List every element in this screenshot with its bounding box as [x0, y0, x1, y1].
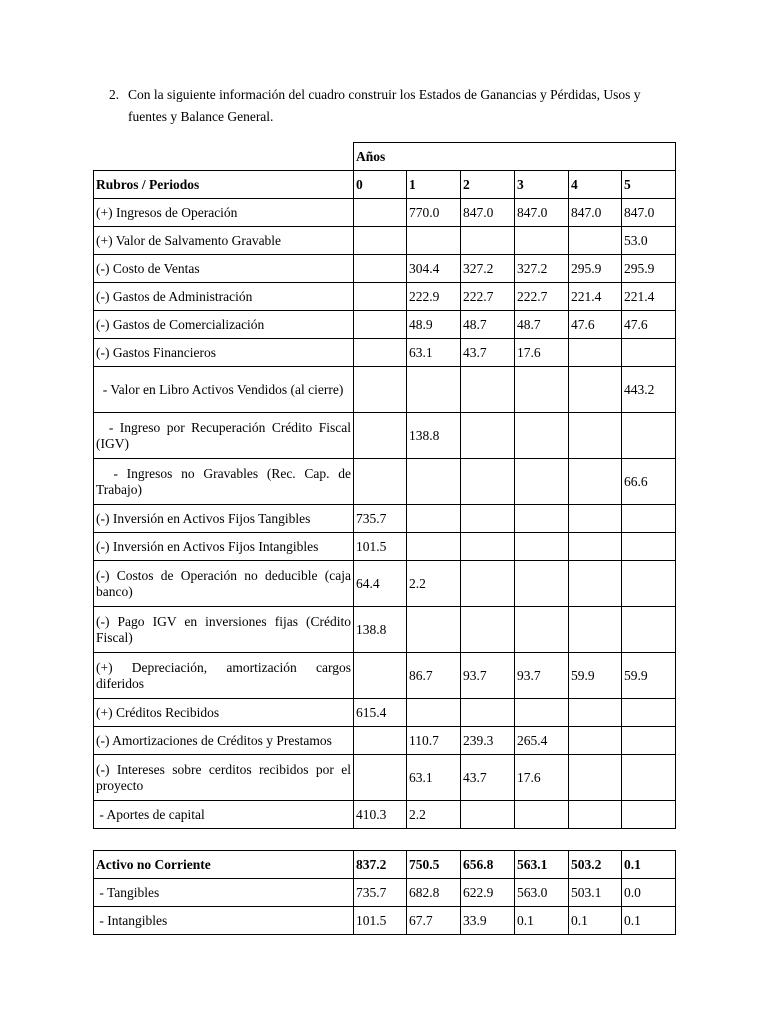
value-cell: 222.7: [515, 283, 569, 311]
value-cell: [407, 459, 461, 505]
value-cell: [569, 459, 622, 505]
period-header-0: 0: [354, 171, 407, 199]
value-cell: [569, 533, 622, 561]
value-cell: 221.4: [622, 283, 676, 311]
value-cell: [407, 533, 461, 561]
value-cell: [461, 413, 515, 459]
value-cell: [622, 801, 676, 829]
value-cell: 138.8: [407, 413, 461, 459]
value-cell: [354, 459, 407, 505]
table-row: [94, 699, 676, 727]
period-header-1: 1: [407, 171, 461, 199]
value-cell: [407, 367, 461, 413]
row-label: (-) Costos de Operación no deducible (caja banco): [94, 561, 354, 607]
row-label: (-) Amortizaciones de Créditos y Prestamos: [94, 727, 354, 755]
row-label: (+) Valor de Salvamento Gravable: [94, 227, 354, 255]
value-cell: 93.7: [461, 653, 515, 699]
value-cell: 222.9: [407, 283, 461, 311]
value-cell: [354, 755, 407, 801]
value-cell: 101.5: [354, 533, 407, 561]
value-cell: [461, 533, 515, 561]
table-row: [94, 801, 676, 829]
value-cell: 93.7: [515, 653, 569, 699]
row-label: (-) Pago IGV en inversiones fijas (Crédito Fiscal): [94, 607, 354, 653]
assets-total-cell: 750.5: [407, 851, 461, 879]
value-cell: [515, 561, 569, 607]
value-cell: [354, 255, 407, 283]
value-cell: [461, 505, 515, 533]
value-cell: [515, 459, 569, 505]
value-cell: 63.1: [407, 339, 461, 367]
table-row: [94, 607, 676, 653]
row-label: - Tangibles: [94, 879, 354, 907]
value-cell: 48.9: [407, 311, 461, 339]
value-cell: 59.9: [622, 653, 676, 699]
row-label: - Ingresos no Gravables (Rec. Cap. de Trabajo): [94, 459, 354, 505]
row-label: - Ingreso por Recuperación Crédito Fiscal (IGV): [94, 413, 354, 459]
value-cell: [569, 227, 622, 255]
value-cell: 43.7: [461, 755, 515, 801]
value-cell: 410.3: [354, 801, 407, 829]
row-label: - Aportes de capital: [94, 801, 354, 829]
table-row: [94, 459, 676, 505]
assets-total-cell: 837.2: [354, 851, 407, 879]
value-cell: [622, 607, 676, 653]
row-label: - Intangibles: [94, 907, 354, 935]
value-cell: [569, 561, 622, 607]
row-label: (-) Intereses sobre cerditos recibidos por el proyecto: [94, 755, 354, 801]
value-cell: [515, 699, 569, 727]
value-cell: [461, 459, 515, 505]
exercise-number: 2.: [109, 87, 120, 102]
table-row: [94, 879, 676, 907]
empty-corner-cell: [94, 143, 354, 171]
value-cell: [515, 801, 569, 829]
value-cell: 47.6: [622, 311, 676, 339]
value-cell: 847.0: [622, 199, 676, 227]
table-row: [94, 227, 676, 255]
rubros-header: Rubros / Periodos: [94, 171, 354, 199]
value-cell: 443.2: [622, 367, 676, 413]
value-cell: [515, 413, 569, 459]
value-cell: 295.9: [569, 255, 622, 283]
value-cell: [622, 505, 676, 533]
value-cell: [354, 283, 407, 311]
row-label: (-) Gastos de Administración: [94, 283, 354, 311]
value-cell: [622, 727, 676, 755]
value-cell: [407, 607, 461, 653]
table-row: [94, 339, 676, 367]
table-row: [94, 533, 676, 561]
value-cell: [461, 227, 515, 255]
row-label: (-) Gastos Financieros: [94, 339, 354, 367]
value-cell: 222.7: [461, 283, 515, 311]
value-cell: 0.0: [622, 879, 676, 907]
value-cell: 327.2: [461, 255, 515, 283]
value-cell: 48.7: [515, 311, 569, 339]
value-cell: 0.1: [569, 907, 622, 935]
value-cell: [461, 801, 515, 829]
value-cell: [354, 413, 407, 459]
value-cell: 66.6: [622, 459, 676, 505]
value-cell: 295.9: [622, 255, 676, 283]
value-cell: 847.0: [569, 199, 622, 227]
value-cell: 735.7: [354, 879, 407, 907]
value-cell: [569, 367, 622, 413]
row-label: - Valor en Libro Activos Vendidos (al cierre): [94, 367, 354, 413]
value-cell: 47.6: [569, 311, 622, 339]
value-cell: [354, 367, 407, 413]
period-header-4: 4: [569, 171, 622, 199]
value-cell: [569, 727, 622, 755]
row-label: (-) Inversión en Activos Fijos Tangibles: [94, 505, 354, 533]
table-row: [94, 755, 676, 801]
assets-total-cell: 0.1: [622, 851, 676, 879]
value-cell: 17.6: [515, 755, 569, 801]
period-header-2: 2: [461, 171, 515, 199]
table-row: [94, 907, 676, 935]
value-cell: [354, 339, 407, 367]
value-cell: [461, 607, 515, 653]
value-cell: [622, 561, 676, 607]
value-cell: 53.0: [622, 227, 676, 255]
exercise-statement: [109, 84, 679, 128]
value-cell: 265.4: [515, 727, 569, 755]
value-cell: 847.0: [515, 199, 569, 227]
value-cell: 48.7: [461, 311, 515, 339]
value-cell: 221.4: [569, 283, 622, 311]
table-row: [94, 199, 676, 227]
table-row: [94, 727, 676, 755]
assets-total-cell: 656.8: [461, 851, 515, 879]
row-label: (+) Ingresos de Operación: [94, 199, 354, 227]
value-cell: 847.0: [461, 199, 515, 227]
value-cell: [622, 699, 676, 727]
row-label: (+) Depreciación, amortización cargos diferidos: [94, 653, 354, 699]
value-cell: [569, 607, 622, 653]
value-cell: 622.9: [461, 879, 515, 907]
value-cell: 64.4: [354, 561, 407, 607]
value-cell: 43.7: [461, 339, 515, 367]
value-cell: 2.2: [407, 561, 461, 607]
non-current-assets-table: [93, 850, 676, 935]
value-cell: 682.8: [407, 879, 461, 907]
exercise-text: Con la siguiente información del cuadro construir los Estados de Ganancias y Pérdidas, Usos y fuentes y Balance General.: [128, 87, 641, 124]
value-cell: [515, 227, 569, 255]
value-cell: [354, 653, 407, 699]
value-cell: [569, 755, 622, 801]
value-cell: 17.6: [515, 339, 569, 367]
period-header-3: 3: [515, 171, 569, 199]
value-cell: 33.9: [461, 907, 515, 935]
value-cell: 503.1: [569, 879, 622, 907]
value-cell: 63.1: [407, 755, 461, 801]
value-cell: [407, 699, 461, 727]
value-cell: [354, 227, 407, 255]
value-cell: [569, 505, 622, 533]
value-cell: [622, 755, 676, 801]
assets-header-label: Activo no Corriente: [94, 851, 354, 879]
value-cell: [461, 561, 515, 607]
periods-header-row: [94, 171, 676, 199]
table-row: [94, 413, 676, 459]
value-cell: [622, 339, 676, 367]
row-label: (+) Créditos Recibidos: [94, 699, 354, 727]
value-cell: 86.7: [407, 653, 461, 699]
value-cell: 110.7: [407, 727, 461, 755]
table-row: [94, 311, 676, 339]
value-cell: [515, 607, 569, 653]
value-cell: [622, 413, 676, 459]
value-cell: [407, 227, 461, 255]
table-row: [94, 561, 676, 607]
assets-header-row: [94, 851, 676, 879]
value-cell: [515, 533, 569, 561]
years-header: Años: [354, 143, 676, 171]
row-label: (-) Gastos de Comercialización: [94, 311, 354, 339]
value-cell: [354, 199, 407, 227]
value-cell: 239.3: [461, 727, 515, 755]
row-label: (-) Costo de Ventas: [94, 255, 354, 283]
value-cell: [569, 339, 622, 367]
row-label: (-) Inversión en Activos Fijos Intangibles: [94, 533, 354, 561]
value-cell: 735.7: [354, 505, 407, 533]
value-cell: [461, 699, 515, 727]
table-row: [94, 255, 676, 283]
value-cell: 138.8: [354, 607, 407, 653]
value-cell: [407, 505, 461, 533]
value-cell: [461, 367, 515, 413]
value-cell: 615.4: [354, 699, 407, 727]
value-cell: 67.7: [407, 907, 461, 935]
years-header-row: [94, 143, 676, 171]
assets-total-cell: 503.2: [569, 851, 622, 879]
value-cell: 101.5: [354, 907, 407, 935]
value-cell: 563.0: [515, 879, 569, 907]
value-cell: 2.2: [407, 801, 461, 829]
value-cell: 0.1: [515, 907, 569, 935]
value-cell: 59.9: [569, 653, 622, 699]
table-row: [94, 653, 676, 699]
value-cell: 304.4: [407, 255, 461, 283]
assets-total-cell: 563.1: [515, 851, 569, 879]
flows-table: [93, 142, 676, 829]
value-cell: [622, 533, 676, 561]
period-header-5: 5: [622, 171, 676, 199]
table-row: [94, 367, 676, 413]
value-cell: 327.2: [515, 255, 569, 283]
value-cell: [515, 505, 569, 533]
value-cell: [354, 727, 407, 755]
value-cell: [354, 311, 407, 339]
value-cell: [569, 413, 622, 459]
value-cell: [515, 367, 569, 413]
value-cell: [569, 699, 622, 727]
value-cell: 0.1: [622, 907, 676, 935]
table-row: [94, 283, 676, 311]
table-row: [94, 505, 676, 533]
value-cell: [569, 801, 622, 829]
value-cell: 770.0: [407, 199, 461, 227]
